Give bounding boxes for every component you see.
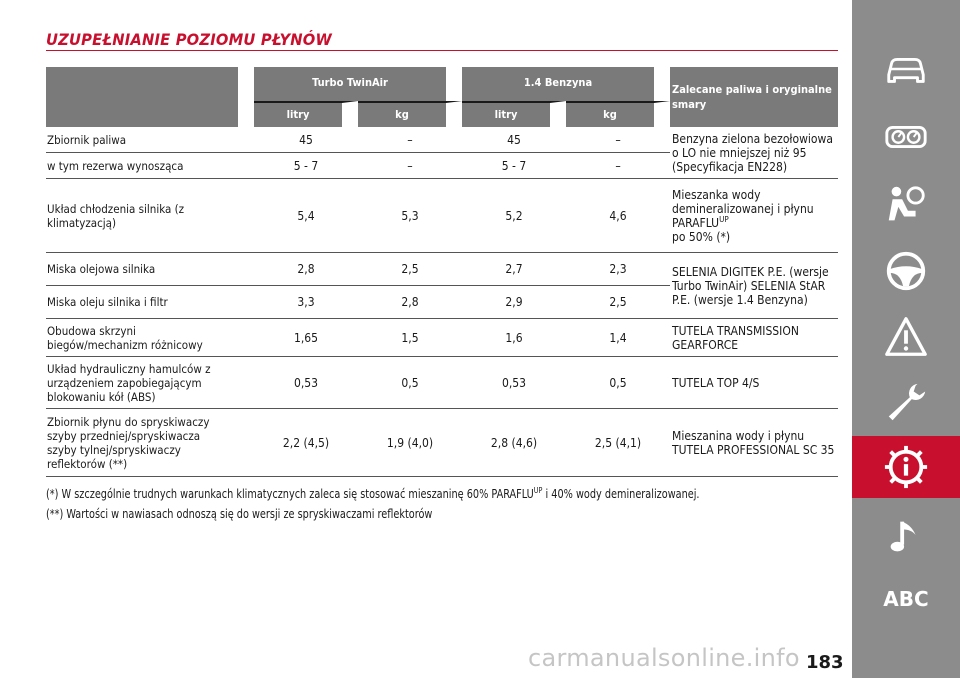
car-icon	[883, 46, 929, 92]
table-row	[46, 253, 838, 286]
value-cell: 2,7	[462, 253, 566, 286]
page-title: UZUPEŁNIANIE POZIOMU PŁYNÓW	[46, 30, 332, 49]
subheader-litry: litry	[254, 101, 358, 127]
value-cell: 2,5	[358, 253, 462, 286]
nav-technical-data[interactable]	[852, 436, 960, 498]
row-label: Zbiornik paliwa	[46, 127, 254, 153]
watermark: carmanualsonline.info	[528, 644, 800, 672]
warning-triangle-icon	[883, 314, 929, 360]
value-cell: 1,9 (4,0)	[358, 409, 462, 477]
rec-text: Mieszanka wody demineralizowanej i płynu PARAFLU	[672, 187, 814, 230]
subheader-kg: kg	[566, 101, 670, 127]
value-cell: 5 - 7	[462, 153, 566, 179]
recommended-cell: Mieszanina wody i płynu TUTELA PROFESSIONAL SC 35	[670, 409, 838, 477]
subheader-kg: kg	[358, 101, 462, 127]
value-cell: 2,9	[462, 286, 566, 319]
value-cell: 2,5	[566, 286, 670, 319]
nav-car[interactable]	[852, 38, 960, 100]
nav-steering[interactable]	[852, 240, 960, 302]
footnote-2: (**) Wartości w nawiasach odnoszą się do wersji ze spryskiwaczami reflektorów	[46, 507, 433, 521]
header-14-benzyna: 1.4 Benzyna	[462, 67, 670, 101]
value-cell: 5 - 7	[254, 153, 358, 179]
value-cell: 5,2	[462, 179, 566, 253]
footnote-superscript: UP	[533, 486, 543, 495]
nav-service[interactable]	[852, 372, 960, 434]
value-cell: 1,65	[254, 319, 358, 357]
nav-warning[interactable]	[852, 306, 960, 368]
header-turbo-twinair: Turbo TwinAir	[254, 67, 462, 101]
footnote-1	[46, 487, 700, 501]
value-cell: 2,8	[358, 286, 462, 319]
value-cell: 5,3	[358, 179, 462, 253]
header-recommended: Zalecane paliwa i oryginalne smary	[670, 67, 838, 127]
value-cell: 2,8	[254, 253, 358, 286]
value-cell: 0,53	[254, 357, 358, 409]
recommended-cell: Benzyna zielona bezołowiowa o LO nie mniejszej niż 95 (Specyfikacja EN228)	[670, 127, 838, 179]
value-cell: 45	[462, 127, 566, 153]
footnote-text: i 40% wody demineralizowanej.	[542, 487, 700, 501]
dashboard-icon	[883, 114, 929, 160]
abc-label: ABC	[883, 587, 929, 611]
nav-safety[interactable]	[852, 174, 960, 236]
table-row	[46, 179, 838, 253]
recommended-cell	[670, 179, 838, 253]
header-blank	[46, 67, 254, 127]
row-label: Miska olejowa silnika	[46, 253, 254, 286]
table-row	[46, 127, 838, 153]
table-row	[46, 319, 838, 357]
rec-text: po 50% (*)	[672, 229, 731, 244]
row-label: Układ hydrauliczny hamulców z urządzeniem zapobiegającym blokowaniu kół (ABS)	[46, 357, 254, 409]
page-number: 183	[806, 652, 844, 673]
nav-dashboard[interactable]	[852, 106, 960, 168]
music-note-icon	[883, 514, 929, 560]
value-cell: 2,5 (4,1)	[566, 409, 670, 477]
value-cell: –	[566, 127, 670, 153]
value-cell: 2,2 (4,5)	[254, 409, 358, 477]
fluids-table	[46, 67, 838, 477]
value-cell: 45	[254, 127, 358, 153]
value-cell: 2,8 (4,6)	[462, 409, 566, 477]
value-cell: 5,4	[254, 179, 358, 253]
rec-superscript: UP	[719, 214, 729, 224]
value-cell: 0,5	[566, 357, 670, 409]
subheader-litry: litry	[462, 101, 566, 127]
value-cell: 3,3	[254, 286, 358, 319]
seat-safety-icon	[883, 182, 929, 228]
value-cell: 0,53	[462, 357, 566, 409]
recommended-cell: SELENIA DIGITEK P.E. (wersje Turbo TwinAir) SELENIA StAR P.E. (wersje 1.4 Benzyna)	[670, 253, 838, 319]
value-cell: 1,5	[358, 319, 462, 357]
value-cell: 4,6	[566, 179, 670, 253]
sidebar	[852, 0, 960, 678]
value-cell: 0,5	[358, 357, 462, 409]
value-cell: –	[358, 127, 462, 153]
table-row	[46, 409, 838, 477]
value-cell: 2,3	[566, 253, 670, 286]
recommended-cell: TUTELA TOP 4/S	[670, 357, 838, 409]
nav-multimedia[interactable]	[852, 506, 960, 568]
nav-index[interactable]	[852, 568, 960, 630]
row-label: Zbiornik płynu do spryskiwaczy szyby przedniej/spryskiwacza szyby tylnej/spryskiwaczy reflektorów (**)	[46, 409, 254, 477]
info-icon	[883, 444, 929, 490]
steering-wheel-icon	[883, 248, 929, 294]
table-row	[46, 357, 838, 409]
wrench-icon	[883, 380, 929, 426]
row-label: Układ chłodzenia silnika (z klimatyzacją)	[46, 179, 254, 253]
value-cell: –	[566, 153, 670, 179]
title-rule	[46, 50, 838, 51]
recommended-cell: TUTELA TRANSMISSION GEARFORCE	[670, 319, 838, 357]
value-cell: 1,6	[462, 319, 566, 357]
value-cell: 1,4	[566, 319, 670, 357]
row-label: Obudowa skrzyni biegów/mechanizm różnicowy	[46, 319, 254, 357]
table-header-row	[46, 67, 838, 101]
value-cell: –	[358, 153, 462, 179]
row-label: w tym rezerwa wynosząca	[46, 153, 254, 179]
row-label: Miska oleju silnika i filtr	[46, 286, 254, 319]
footnote-text: (*) W szczególnie trudnych warunkach klimatycznych zaleca się stosować mieszaninę 60% PARAFLU	[46, 487, 534, 501]
